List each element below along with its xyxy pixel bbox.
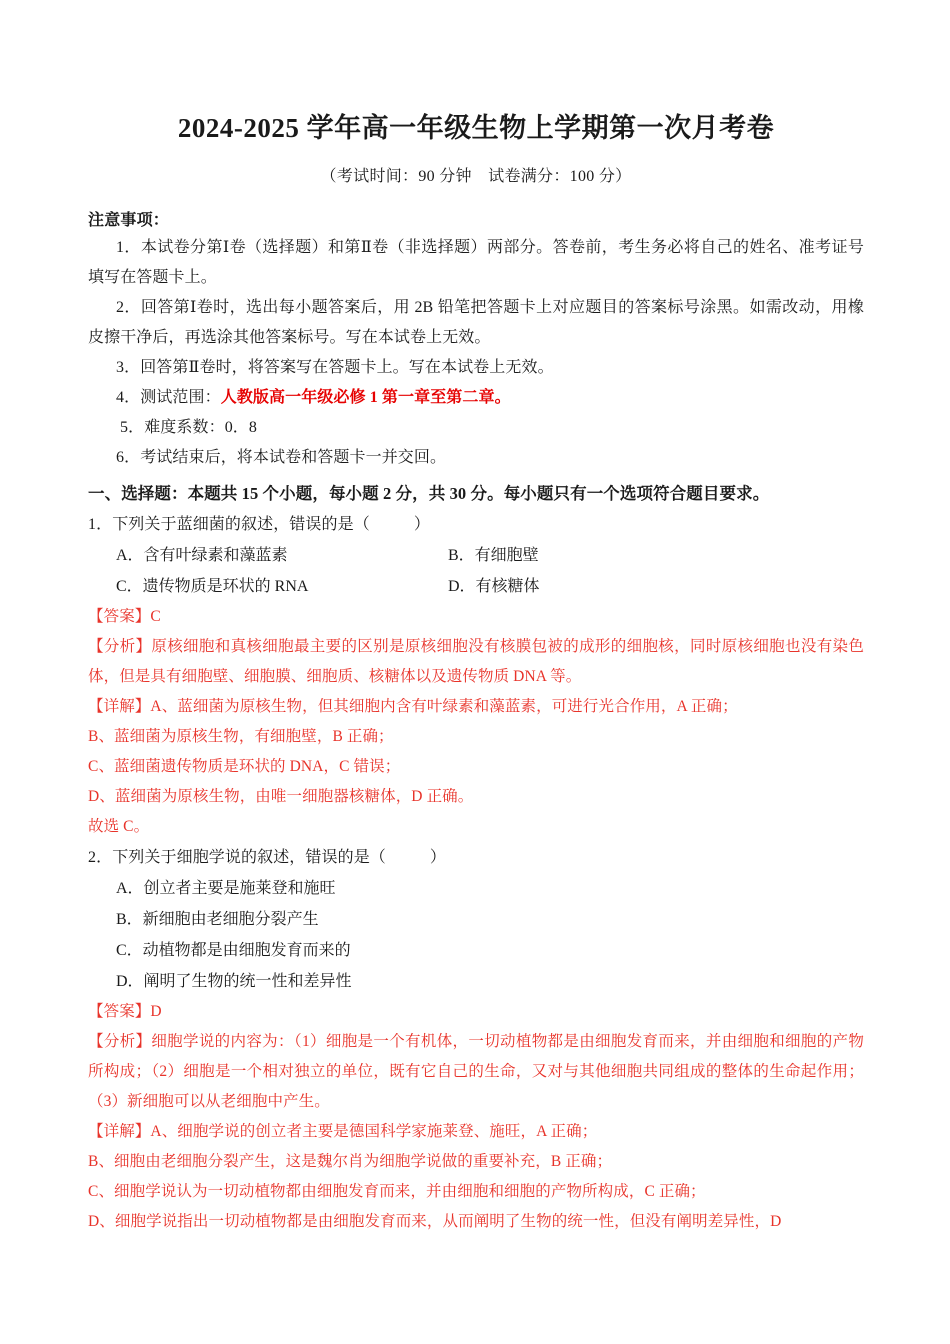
detail-text: A、蓝细菌为原核生物，但其细胞内含有叶绿素和藻蓝素，可进行光合作用，A 正确； xyxy=(150,697,738,715)
question-1-answer-block xyxy=(88,602,864,842)
question-1-option-c[interactable]: C．遗传物质是环状的 RNA xyxy=(116,577,309,595)
question-1-paren-close: ） xyxy=(413,515,430,533)
question-2-detail-c: C、细胞学说认为一切动植物都由细胞发育而来，并由细胞和细胞的产物所构成，C 正确； xyxy=(88,1182,706,1200)
detail-label: 【详解】 xyxy=(88,1122,151,1140)
question-2-option-d[interactable]: D．阐明了生物的统一性和差异性 xyxy=(116,972,352,990)
question-1-number: 1． xyxy=(88,515,113,533)
section-heading-choice: 一、选择题：本题共 15 个小题，每小题 2 分，共 30 分。每小题只有一个选项符合题目要求。 xyxy=(88,483,770,503)
question-2-detail-b: B、细胞由老细胞分裂产生，这是魏尔肖为细胞学说做的重要补充，B 正确； xyxy=(88,1152,613,1170)
option-row xyxy=(88,571,864,602)
question-2 xyxy=(88,842,864,1237)
question-2-number: 2． xyxy=(88,848,113,866)
question-2-stem xyxy=(88,842,864,873)
answer-value: D xyxy=(150,1002,162,1020)
page-content xyxy=(88,0,864,1237)
question-2-options xyxy=(88,873,864,997)
question-1-analysis xyxy=(88,632,864,692)
notice-item-2: 2．回答第Ⅰ卷时，选出每小题答案后，用 2B 铅笔把答题卡上对应题目的答案标号涂黑。如需改动，用橡皮擦干净后，再选涂其他答案标号。写在本试卷上无效。 xyxy=(88,298,864,346)
question-1-detail-first xyxy=(88,692,864,722)
notice-item-1: 1．本试卷分第Ⅰ卷（选择题）和第Ⅱ卷（非选择题）两部分。答卷前，考生务必将自己的姓名、准考证号填写在答题卡上。 xyxy=(88,238,864,286)
question-1-detail-c: C、蓝细菌遗传物质是环状的 DNA，C 错误； xyxy=(88,757,401,775)
page-title: 2024-2025 学年高一年级生物上学期第一次月考卷 xyxy=(177,113,775,143)
question-1-option-a[interactable]: A．含有叶绿素和藻蓝素 xyxy=(116,546,288,564)
question-2-option-a[interactable]: A．创立者主要是施莱登和施旺 xyxy=(116,879,336,897)
question-2-answer-block xyxy=(88,997,864,1237)
question-2-option-c[interactable]: C．动植物都是由细胞发育而来的 xyxy=(116,941,351,959)
answer-label: 【答案】 xyxy=(88,1002,151,1020)
question-1-option-d[interactable]: D．有核糖体 xyxy=(448,577,540,595)
answer-label: 【答案】 xyxy=(88,607,151,625)
analysis-text: 细胞学说的内容为：（1）细胞是一个有机体，一切动植物都是由细胞发育而来，并由细胞和细胞的产物所构成；（2）细胞是一个相对独立的单位，既有它自己的生命，又对与其他细胞共同组成的整体的生命起作用；（3）新细胞可以从老细胞中产生。 xyxy=(88,1032,864,1110)
notice-item-4-prefix: 4．测试范围： xyxy=(116,388,221,406)
question-1-stem xyxy=(88,509,864,540)
question-2-analysis xyxy=(88,1027,864,1117)
analysis-label: 【分析】 xyxy=(88,1032,152,1050)
question-1 xyxy=(88,509,864,842)
question-2-answer xyxy=(88,997,864,1027)
test-range-highlight: 人教版高一年级必修 1 第一章至第二章。 xyxy=(220,388,511,406)
detail-text: A、细胞学说的创立者主要是德国科学家施莱登、施旺，A 正确； xyxy=(150,1122,598,1140)
question-1-detail-b: B、蓝细菌为原核生物，有细胞壁，B 正确； xyxy=(88,727,394,745)
question-1-option-b[interactable]: B．有细胞壁 xyxy=(448,546,539,564)
notice-item-6: 6．考试结束后，将本试卷和答题卡一并交回。 xyxy=(116,448,447,466)
question-1-text: 下列关于蓝细菌的叙述，错误的是（ xyxy=(112,515,370,533)
question-1-detail-d: D、蓝细菌为原核生物，由唯一细胞器核糖体，D 正确。 xyxy=(88,787,474,805)
analysis-text: 原核细胞和真核细胞最主要的区别是原核细胞没有核膜包被的成形的细胞核，同时原核细胞也没有染色体，但是具有细胞壁、细胞膜、细胞质、核糖体以及遗传物质 DNA 等。 xyxy=(88,637,864,685)
question-2-text: 下列关于细胞学说的叙述，错误的是（ xyxy=(112,848,386,866)
notice-item-5: 5．难度系数：0．8 xyxy=(120,418,258,436)
question-2-paren-close: ） xyxy=(429,848,447,866)
question-1-options xyxy=(88,540,864,602)
exam-meta-subtitle: （考试时间：90 分钟 试卷满分：100 分） xyxy=(320,167,632,185)
answer-value: C xyxy=(150,607,161,625)
question-2-detail-d: D、细胞学说指出一切动植物都是由细胞发育而来，从而阐明了生物的统一性，但没有阐明差异性，D xyxy=(88,1212,782,1230)
option-row xyxy=(88,540,864,571)
question-1-conclusion: 故选 C。 xyxy=(88,817,150,835)
question-2-option-b[interactable]: B．新细胞由老细胞分裂产生 xyxy=(116,910,319,928)
notice-section xyxy=(88,188,864,473)
notice-heading: 注意事项： xyxy=(88,209,170,229)
analysis-label: 【分析】 xyxy=(88,637,152,655)
notice-item-4 xyxy=(88,383,864,413)
question-1-answer xyxy=(88,602,864,632)
question-2-detail-first xyxy=(88,1117,864,1147)
detail-label: 【详解】 xyxy=(88,697,151,715)
notice-item-3: 3．回答第Ⅱ卷时，将答案写在答题卡上。写在本试卷上无效。 xyxy=(116,358,554,376)
